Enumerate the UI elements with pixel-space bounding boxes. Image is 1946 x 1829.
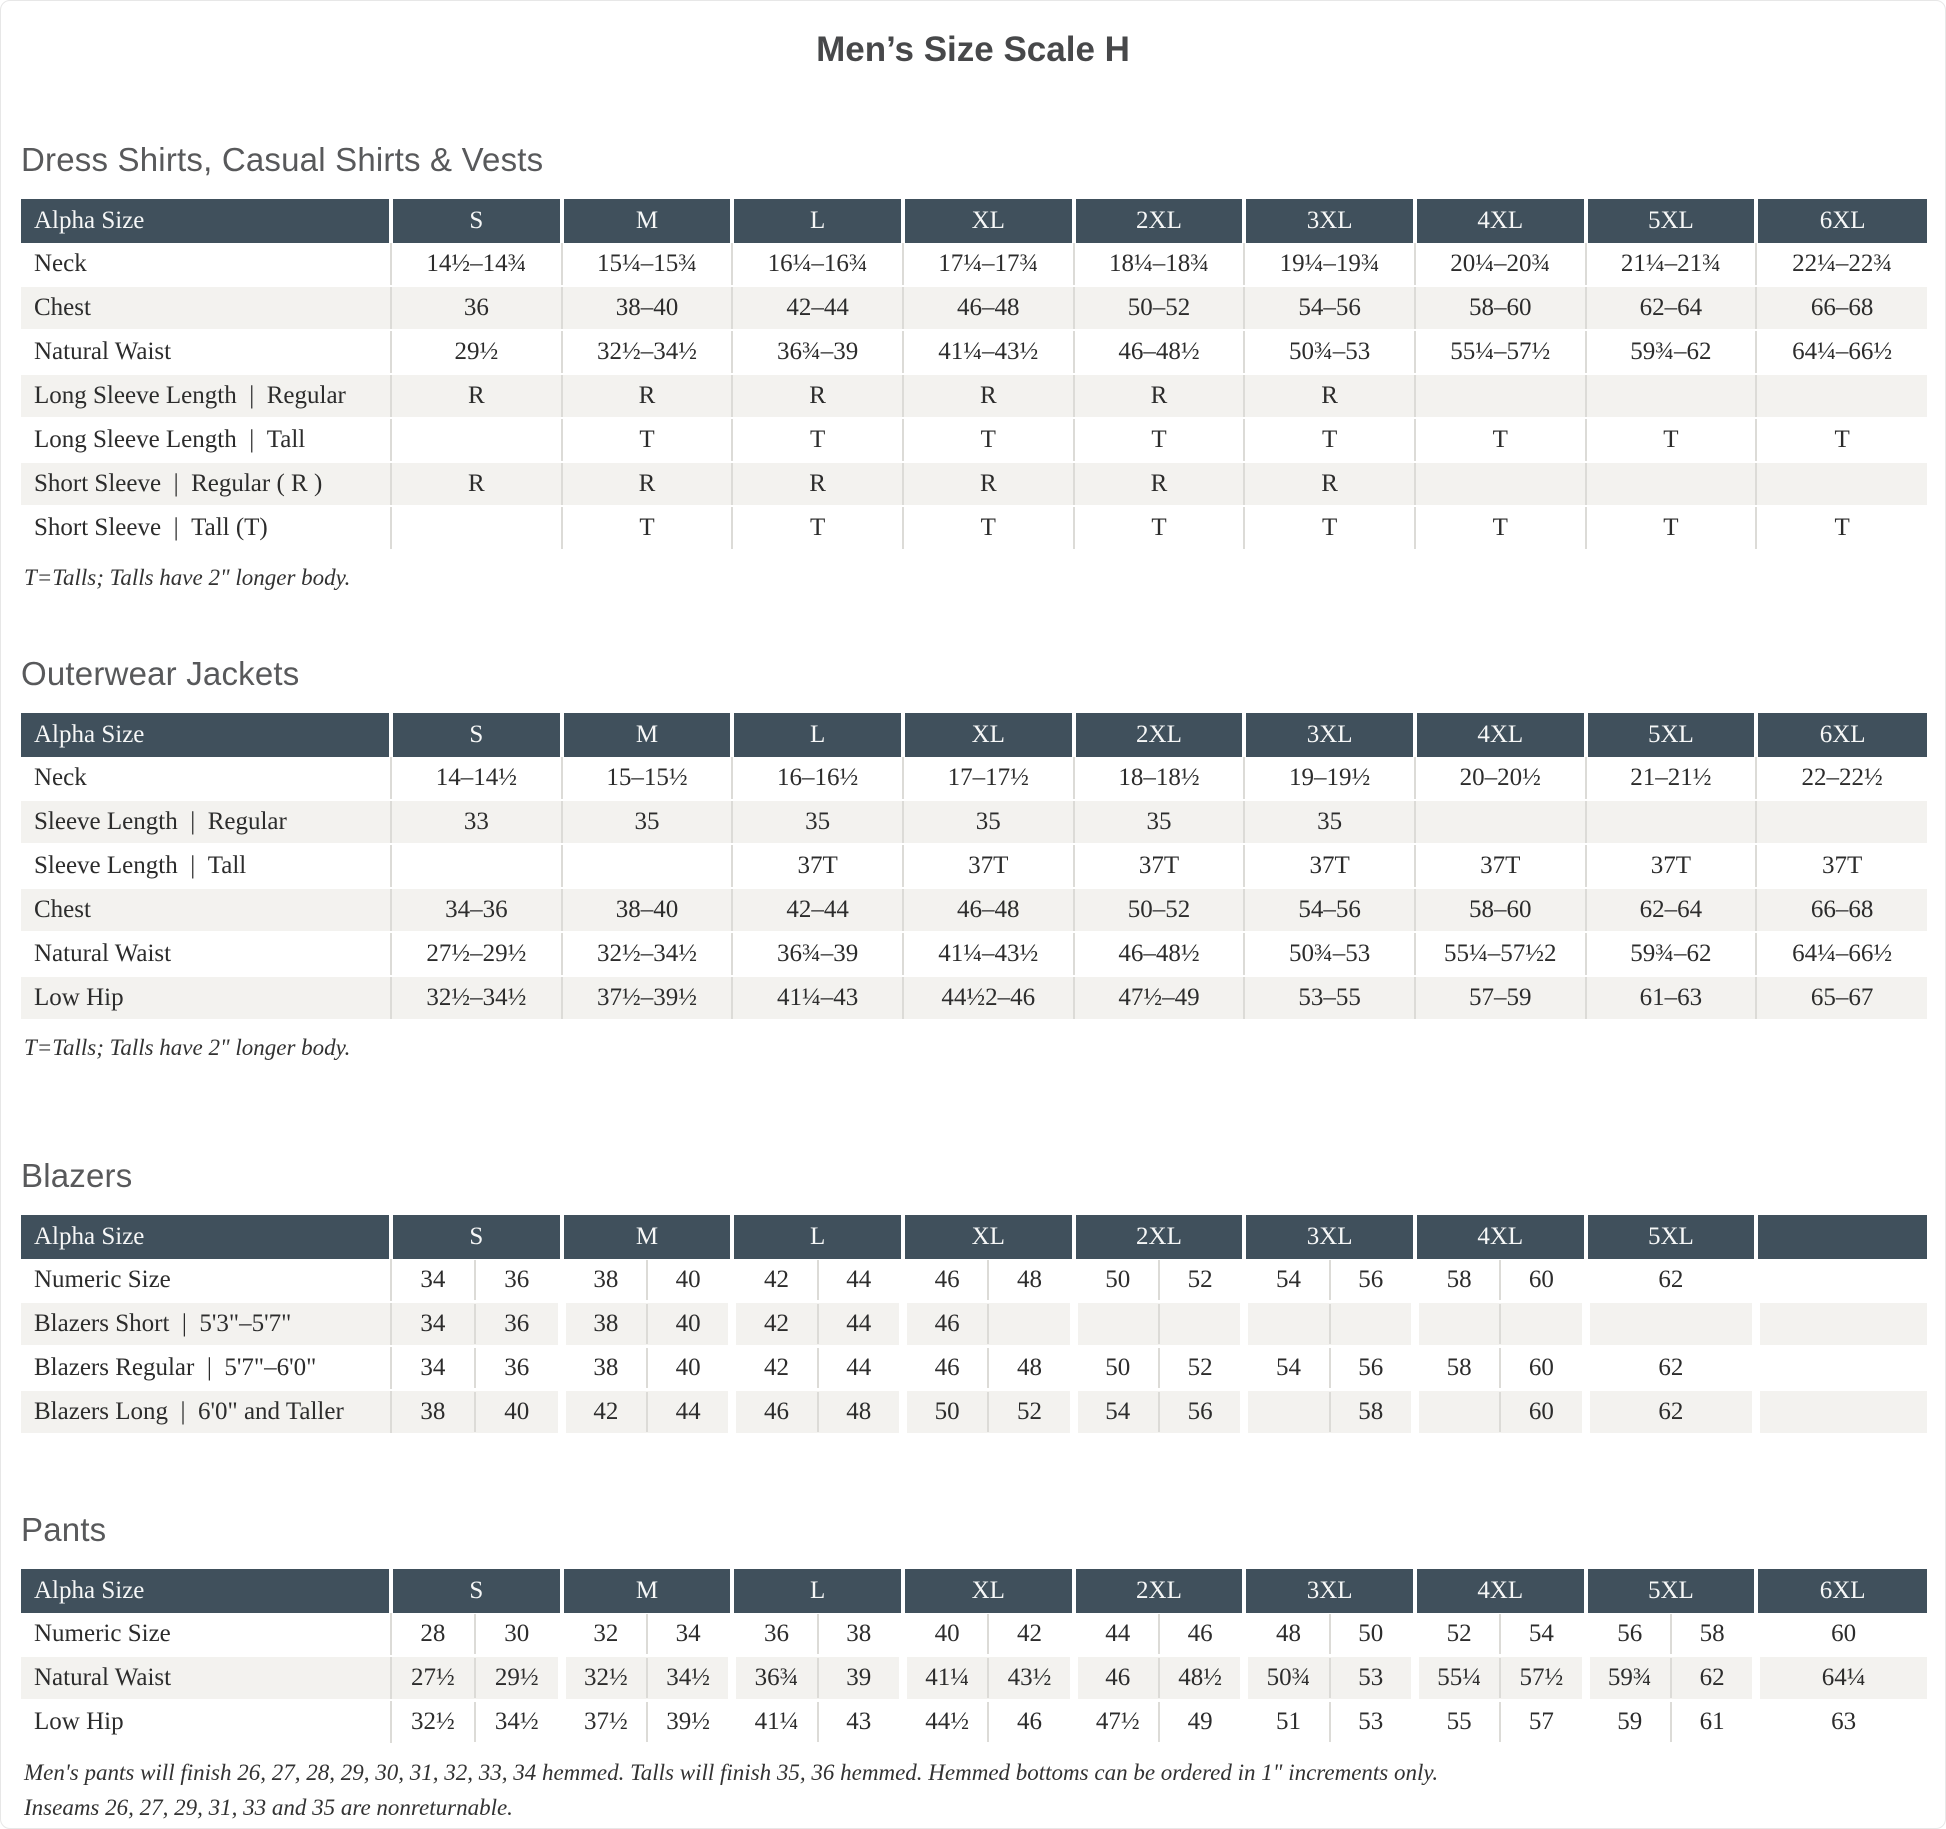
size-cell: 59¾ 62 xyxy=(1586,1656,1757,1700)
pants-hemming-footnote: Men's pants will finish 26, 27, 28, 29, 30, 31, 32, 33, 34 hemmed. Talls will finish 35, 36 hemmed. Hemmed bottoms can be ordered in 1" increments only. xyxy=(24,1760,1439,1785)
corner-header: Alpha Size xyxy=(21,1569,391,1613)
size-cell: T xyxy=(562,418,733,462)
size-cell: 46–48½ xyxy=(1074,330,1245,374)
size-cell: 32½ 34½ xyxy=(391,1700,562,1744)
column-header: L xyxy=(732,1569,903,1613)
size-cell: 64¼–66½ xyxy=(1756,330,1927,374)
row-label: Long Sleeve Length | Regular xyxy=(21,374,391,418)
size-cell: 46–48 xyxy=(903,286,1074,330)
column-header xyxy=(1756,1215,1927,1259)
size-cell: 19¼–19¾ xyxy=(1244,243,1415,286)
size-cell: 19–19½ xyxy=(1244,757,1415,800)
column-header: 2XL xyxy=(1074,713,1245,757)
size-cell: 55¼ 57½ xyxy=(1415,1656,1586,1700)
section-dress-shirts xyxy=(21,141,1925,591)
size-cell: 55¼–57½2 xyxy=(1415,932,1586,976)
size-cell: 15¼–15¾ xyxy=(562,243,733,286)
size-cell: 66–68 xyxy=(1756,888,1927,932)
size-cell: 47½ 49 xyxy=(1074,1700,1245,1744)
table-row xyxy=(21,888,1927,932)
size-cell: 42 44 xyxy=(732,1259,903,1302)
size-cell: 46 xyxy=(903,1302,1074,1346)
size-cell: T xyxy=(1415,418,1586,462)
size-cell xyxy=(1415,462,1586,506)
size-cell: 34 36 xyxy=(391,1346,562,1390)
size-cell: 46 48 xyxy=(903,1259,1074,1302)
size-cell: 37T xyxy=(1756,844,1927,888)
row-label: Sleeve Length | Tall xyxy=(21,844,391,888)
size-cell xyxy=(1756,1259,1927,1302)
size-cell: 36¾–39 xyxy=(732,932,903,976)
table-row xyxy=(21,844,1927,888)
corner-header: Alpha Size xyxy=(21,713,391,757)
size-cell xyxy=(562,844,733,888)
size-cell: T xyxy=(1415,506,1586,550)
column-header: 6XL xyxy=(1756,199,1927,243)
column-header: 3XL xyxy=(1244,1569,1415,1613)
size-cell: 40 42 xyxy=(903,1613,1074,1656)
size-cell: R xyxy=(1244,462,1415,506)
size-table-pants xyxy=(21,1569,1927,1745)
row-label: Neck xyxy=(21,243,391,286)
size-cell xyxy=(391,418,562,462)
row-label: Natural Waist xyxy=(21,330,391,374)
size-cell: T xyxy=(1074,506,1245,550)
size-cell: T xyxy=(732,506,903,550)
size-cell: 41¼ 43 xyxy=(732,1700,903,1744)
size-cell xyxy=(1756,800,1927,844)
table-row xyxy=(21,462,1927,506)
size-cell: 32½–34½ xyxy=(562,932,733,976)
column-header: 4XL xyxy=(1415,199,1586,243)
size-cell: 37T xyxy=(1074,844,1245,888)
section-heading-blazers: Blazers xyxy=(21,1157,133,1194)
size-cell: R xyxy=(391,462,562,506)
column-header: 2XL xyxy=(1074,1569,1245,1613)
size-cell: 58 xyxy=(1244,1390,1415,1434)
size-cell: 15–15½ xyxy=(562,757,733,800)
column-header: 2XL xyxy=(1074,199,1245,243)
size-table-outerwear-jackets xyxy=(21,713,1927,1021)
size-cell xyxy=(1074,1302,1245,1346)
table-row xyxy=(21,757,1927,800)
row-label: Blazers Long | 6'0" and Taller xyxy=(21,1390,391,1434)
row-label: Natural Waist xyxy=(21,932,391,976)
size-cell: 16–16½ xyxy=(732,757,903,800)
table-row xyxy=(21,1302,1927,1346)
size-cell: 42–44 xyxy=(732,286,903,330)
size-cell: 37T xyxy=(732,844,903,888)
size-cell: 35 xyxy=(562,800,733,844)
size-cell: 38–40 xyxy=(562,888,733,932)
column-header: M xyxy=(562,199,733,243)
table-row xyxy=(21,932,1927,976)
size-cell: 41¼–43½ xyxy=(903,932,1074,976)
row-label: Low Hip xyxy=(21,976,391,1020)
size-cell: 55¼–57½ xyxy=(1415,330,1586,374)
table-row xyxy=(21,243,1927,286)
size-cell: 20–20½ xyxy=(1415,757,1586,800)
size-cell xyxy=(1586,800,1757,844)
size-cell: 53–55 xyxy=(1244,976,1415,1020)
size-cell xyxy=(1756,1302,1927,1346)
table-row xyxy=(21,1259,1927,1302)
size-cell: 48 50 xyxy=(1244,1613,1415,1656)
size-cell: 59¾–62 xyxy=(1586,932,1757,976)
size-cell: 37½ 39½ xyxy=(562,1700,733,1744)
size-cell: 32½ 34½ xyxy=(562,1656,733,1700)
talls-footnote: T=Talls; Talls have 2" longer body. xyxy=(24,1035,351,1060)
column-header: 2XL xyxy=(1074,1215,1245,1259)
size-cell: 29½ xyxy=(391,330,562,374)
size-cell: 63 xyxy=(1756,1700,1927,1744)
size-cell: 34 36 xyxy=(391,1259,562,1302)
table-row xyxy=(21,1613,1927,1656)
size-cell: 38 40 xyxy=(562,1302,733,1346)
column-header: L xyxy=(732,713,903,757)
section-heading-outerwear-jackets: Outerwear Jackets xyxy=(21,655,300,692)
size-cell: 54 56 xyxy=(1244,1259,1415,1302)
size-cell: 54 56 xyxy=(1244,1346,1415,1390)
size-cell: T xyxy=(903,506,1074,550)
table-row xyxy=(21,506,1927,550)
column-header: S xyxy=(391,713,562,757)
size-cell: 21¼–21¾ xyxy=(1586,243,1757,286)
size-cell: 36¾ 39 xyxy=(732,1656,903,1700)
column-header: 6XL xyxy=(1756,713,1927,757)
size-cell: 38–40 xyxy=(562,286,733,330)
size-cell: 17–17½ xyxy=(903,757,1074,800)
size-cell: 27½ 29½ xyxy=(391,1656,562,1700)
size-cell: 38 40 xyxy=(562,1259,733,1302)
size-cell: 58 60 xyxy=(1415,1259,1586,1302)
column-header: 4XL xyxy=(1415,1215,1586,1259)
size-cell: 50–52 xyxy=(1074,888,1245,932)
row-label: Long Sleeve Length | Tall xyxy=(21,418,391,462)
size-cell xyxy=(1415,374,1586,418)
size-cell: 35 xyxy=(1074,800,1245,844)
column-header: 3XL xyxy=(1244,1215,1415,1259)
size-cell: 64¼ xyxy=(1756,1656,1927,1700)
size-cell: 35 xyxy=(732,800,903,844)
size-cell: 46 48 xyxy=(732,1390,903,1434)
size-cell: 32½–34½ xyxy=(391,976,562,1020)
size-cell xyxy=(1415,800,1586,844)
size-cell: 41¼ 43½ xyxy=(903,1656,1074,1700)
size-cell: 42–44 xyxy=(732,888,903,932)
row-label: Neck xyxy=(21,757,391,800)
size-cell: 37T xyxy=(1244,844,1415,888)
page-title: Men’s Size Scale H xyxy=(816,30,1130,69)
column-header: 5XL xyxy=(1586,713,1757,757)
size-cell: 36 xyxy=(391,286,562,330)
size-cell: 46 48 xyxy=(903,1346,1074,1390)
size-cell: 50 52 xyxy=(903,1390,1074,1434)
size-cell: 51 53 xyxy=(1244,1700,1415,1744)
row-label: Numeric Size xyxy=(21,1613,391,1656)
size-cell xyxy=(1756,374,1927,418)
column-header: S xyxy=(391,1569,562,1613)
size-cell: T xyxy=(1074,418,1245,462)
size-cell: T xyxy=(732,418,903,462)
size-cell: 22¼–22¾ xyxy=(1756,243,1927,286)
size-cell: 37T xyxy=(1415,844,1586,888)
size-cell: R xyxy=(1074,374,1245,418)
table-row xyxy=(21,1700,1927,1744)
size-cell: R xyxy=(562,462,733,506)
size-cell: 59¾–62 xyxy=(1586,330,1757,374)
table-row xyxy=(21,418,1927,462)
size-cell xyxy=(1586,374,1757,418)
size-cell: 42 44 xyxy=(562,1390,733,1434)
size-cell: 57–59 xyxy=(1415,976,1586,1020)
column-header: XL xyxy=(903,1569,1074,1613)
section-heading-dress-shirts: Dress Shirts, Casual Shirts & Vests xyxy=(21,141,544,178)
column-header: 5XL xyxy=(1586,199,1757,243)
size-cell xyxy=(1586,1302,1757,1346)
size-cell: 61–63 xyxy=(1586,976,1757,1020)
size-cell: T xyxy=(1756,506,1927,550)
size-cell: 16¼–16¾ xyxy=(732,243,903,286)
size-cell: 52 54 xyxy=(1415,1613,1586,1656)
size-cell xyxy=(1756,1346,1927,1390)
column-header: 3XL xyxy=(1244,713,1415,757)
column-header: XL xyxy=(903,713,1074,757)
size-cell: 62 xyxy=(1586,1346,1757,1390)
size-cell: 58–60 xyxy=(1415,286,1586,330)
size-cell xyxy=(1756,462,1927,506)
talls-footnote: T=Talls; Talls have 2" longer body. xyxy=(24,565,351,590)
column-header: 5XL xyxy=(1586,1215,1757,1259)
table-row xyxy=(21,374,1927,418)
size-cell: T xyxy=(1244,418,1415,462)
size-cell: R xyxy=(1244,374,1415,418)
corner-header: Alpha Size xyxy=(21,199,391,243)
size-cell: 34 36 xyxy=(391,1302,562,1346)
row-label: Short Sleeve | Regular ( R ) xyxy=(21,462,391,506)
size-cell: 37T xyxy=(903,844,1074,888)
size-cell xyxy=(1586,462,1757,506)
size-cell: R xyxy=(903,374,1074,418)
size-cell: 50¾–53 xyxy=(1244,330,1415,374)
size-cell: 20¼–20¾ xyxy=(1415,243,1586,286)
size-cell: 28 30 xyxy=(391,1613,562,1656)
size-cell: 62 xyxy=(1586,1390,1757,1434)
size-cell: 64¼–66½ xyxy=(1756,932,1927,976)
size-cell: 62–64 xyxy=(1586,888,1757,932)
column-header: 3XL xyxy=(1244,199,1415,243)
column-header: S xyxy=(391,1215,562,1259)
size-cell: 46–48 xyxy=(903,888,1074,932)
size-cell: 14½–14¾ xyxy=(391,243,562,286)
section-blazers xyxy=(21,1157,1925,1435)
size-cell: 35 xyxy=(903,800,1074,844)
size-cell: 35 xyxy=(1244,800,1415,844)
size-cell: 32½–34½ xyxy=(562,330,733,374)
size-cell: 44 46 xyxy=(1074,1613,1245,1656)
size-cell: 50¾ 53 xyxy=(1244,1656,1415,1700)
column-header: 4XL xyxy=(1415,1569,1586,1613)
column-header: 5XL xyxy=(1586,1569,1757,1613)
size-cell xyxy=(391,844,562,888)
size-cell: R xyxy=(732,462,903,506)
size-cell: T xyxy=(903,418,1074,462)
size-cell: 44½2–46 xyxy=(903,976,1074,1020)
column-header: 4XL xyxy=(1415,713,1586,757)
size-cell: T xyxy=(1244,506,1415,550)
column-header: M xyxy=(562,1215,733,1259)
size-cell: 60 xyxy=(1756,1613,1927,1656)
pants-footnotes xyxy=(21,1757,1925,1824)
size-cell: 18¼–18¾ xyxy=(1074,243,1245,286)
size-cell: 60 xyxy=(1415,1390,1586,1434)
size-cell: 55 57 xyxy=(1415,1700,1586,1744)
column-header: XL xyxy=(903,199,1074,243)
size-cell: 54–56 xyxy=(1244,286,1415,330)
size-cell xyxy=(1244,1302,1415,1346)
size-cell: R xyxy=(732,374,903,418)
size-cell: 36 38 xyxy=(732,1613,903,1656)
size-cell: 50 52 xyxy=(1074,1259,1245,1302)
size-cell: 41¼–43½ xyxy=(903,330,1074,374)
size-cell: 14–14½ xyxy=(391,757,562,800)
size-cell: 42 44 xyxy=(732,1346,903,1390)
size-cell: 21–21½ xyxy=(1586,757,1757,800)
size-cell xyxy=(1756,1390,1927,1434)
size-cell: 56 58 xyxy=(1586,1613,1757,1656)
table-row xyxy=(21,330,1927,374)
size-cell: 38 40 xyxy=(391,1390,562,1434)
pants-inseam-footnote: Inseams 26, 27, 29, 31, 33 and 35 are nonreturnable. xyxy=(24,1794,513,1820)
column-header: S xyxy=(391,199,562,243)
size-cell: 50 52 xyxy=(1074,1346,1245,1390)
size-cell: R xyxy=(903,462,1074,506)
size-cell: T xyxy=(1756,418,1927,462)
size-table-dress-shirts xyxy=(21,199,1927,551)
row-label: Low Hip xyxy=(21,1700,391,1744)
corner-header: Alpha Size xyxy=(21,1215,391,1259)
column-header: L xyxy=(732,1215,903,1259)
size-cell: R xyxy=(562,374,733,418)
size-cell: T xyxy=(1586,418,1757,462)
column-header: L xyxy=(732,199,903,243)
size-cell: 50¾–53 xyxy=(1244,932,1415,976)
size-cell: 66–68 xyxy=(1756,286,1927,330)
size-cell: 62–64 xyxy=(1586,286,1757,330)
size-cell: 17¼–17¾ xyxy=(903,243,1074,286)
size-cell: T xyxy=(562,506,733,550)
size-cell: 47½–49 xyxy=(1074,976,1245,1020)
section-pants xyxy=(21,1511,1925,1824)
size-cell: 37T xyxy=(1586,844,1757,888)
column-header: M xyxy=(562,713,733,757)
size-cell: 37½–39½ xyxy=(562,976,733,1020)
size-cell: 58–60 xyxy=(1415,888,1586,932)
section-outerwear-jackets xyxy=(21,655,1925,1061)
size-cell: 41¼–43 xyxy=(732,976,903,1020)
row-label: Numeric Size xyxy=(21,1259,391,1302)
table-row xyxy=(21,286,1927,330)
size-cell: 34–36 xyxy=(391,888,562,932)
size-cell: 32 34 xyxy=(562,1613,733,1656)
size-table-blazers xyxy=(21,1215,1927,1435)
size-cell: 58 60 xyxy=(1415,1346,1586,1390)
table-row xyxy=(21,976,1927,1020)
table-row xyxy=(21,800,1927,844)
table-row xyxy=(21,1346,1927,1390)
size-cell: 46–48½ xyxy=(1074,932,1245,976)
row-label: Short Sleeve | Tall (T) xyxy=(21,506,391,550)
size-cell: 42 44 xyxy=(732,1302,903,1346)
size-cell: 62 xyxy=(1586,1259,1757,1302)
size-cell: 18–18½ xyxy=(1074,757,1245,800)
row-label: Sleeve Length | Regular xyxy=(21,800,391,844)
row-label: Chest xyxy=(21,286,391,330)
row-label: Natural Waist xyxy=(21,1656,391,1700)
size-cell: 59 61 xyxy=(1586,1700,1757,1744)
table-row xyxy=(21,1656,1927,1700)
column-header: M xyxy=(562,1569,733,1613)
size-cell: 44½ 46 xyxy=(903,1700,1074,1744)
size-cell: R xyxy=(1074,462,1245,506)
size-cell xyxy=(391,506,562,550)
size-cell xyxy=(1415,1302,1586,1346)
row-label: Blazers Regular | 5'7"–6'0" xyxy=(21,1346,391,1390)
size-cell: T xyxy=(1586,506,1757,550)
row-label: Blazers Short | 5'3"–5'7" xyxy=(21,1302,391,1346)
size-cell: 22–22½ xyxy=(1756,757,1927,800)
size-cell: 65–67 xyxy=(1756,976,1927,1020)
column-header: 6XL xyxy=(1756,1569,1927,1613)
size-cell: 50–52 xyxy=(1074,286,1245,330)
row-label: Chest xyxy=(21,888,391,932)
size-cell: 46 48½ xyxy=(1074,1656,1245,1700)
size-cell: 54–56 xyxy=(1244,888,1415,932)
section-heading-pants: Pants xyxy=(21,1511,107,1548)
size-cell: 54 56 xyxy=(1074,1390,1245,1434)
table-row xyxy=(21,1390,1927,1434)
size-cell: R xyxy=(391,374,562,418)
size-cell: 36¾–39 xyxy=(732,330,903,374)
size-cell: 38 40 xyxy=(562,1346,733,1390)
size-cell: 27½–29½ xyxy=(391,932,562,976)
column-header: XL xyxy=(903,1215,1074,1259)
size-cell: 33 xyxy=(391,800,562,844)
